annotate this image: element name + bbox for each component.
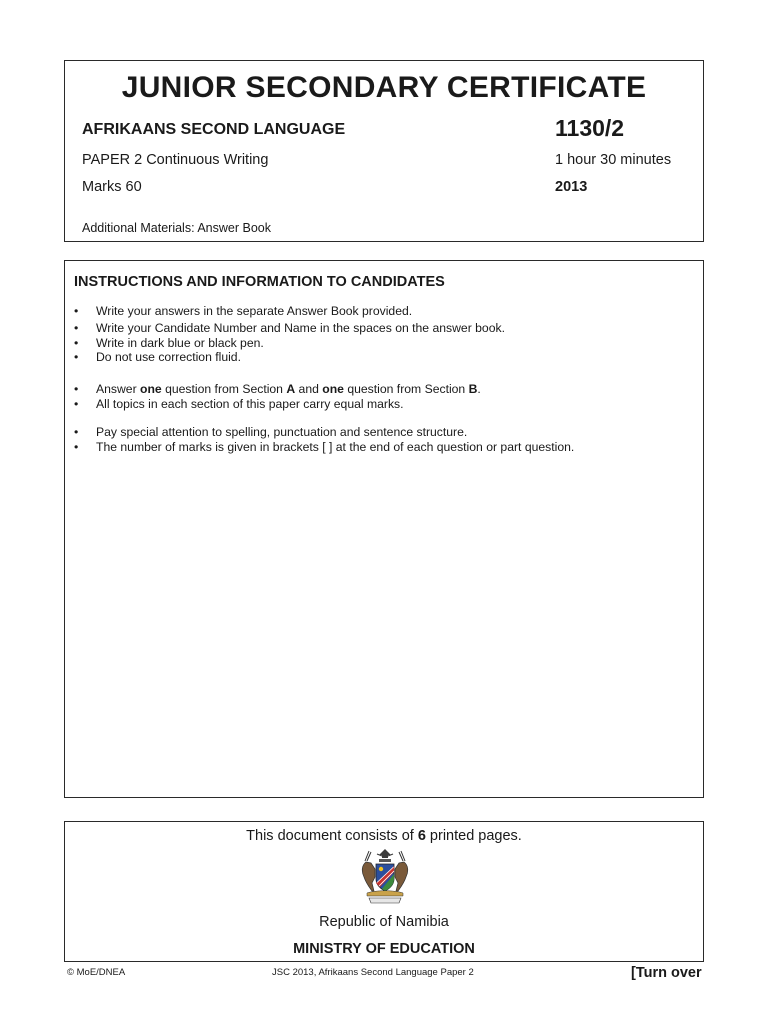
- exam-duration: 1 hour 30 minutes: [555, 152, 672, 168]
- list-item: • Do not use correction fluid.: [74, 350, 241, 365]
- bullet: •: [74, 382, 79, 396]
- paper-description: PAPER 2 Continuous Writing: [82, 152, 269, 168]
- bullet: •: [74, 425, 79, 439]
- list-item: • Write your answers in the separate Answer Book provided.: [74, 304, 413, 318]
- instructions-box: [64, 260, 704, 798]
- country-name: Republic of Namibia: [319, 914, 449, 930]
- document-footer-title: JSC 2013, Afrikaans Second Language Paper 2: [272, 967, 474, 978]
- instruction-group-sections: [74, 382, 693, 411]
- bullet: •: [74, 321, 79, 336]
- subject-name: AFRIKAANS SECOND LANGUAGE: [82, 121, 346, 138]
- list-item: • All topics in each section of this paper carry equal marks.: [74, 396, 404, 411]
- instruction-group-marking: [74, 425, 693, 454]
- bullet: •: [74, 335, 79, 350]
- bullet: •: [74, 350, 79, 365]
- paper-code: 1130/2: [555, 115, 625, 141]
- exam-year: 2013: [555, 179, 588, 195]
- page-count-statement: This document consists of 6 printed pages.: [246, 828, 522, 844]
- bullet: •: [74, 439, 79, 454]
- instruction-group-general: [74, 304, 693, 365]
- list-item: • Answer one question from Section A and one question from Section B.: [74, 382, 481, 396]
- header-box: [64, 60, 704, 242]
- list-item: • Write in dark blue or black pen.: [74, 335, 264, 350]
- instructions-heading: INSTRUCTIONS AND INFORMATION TO CANDIDATES: [74, 274, 445, 290]
- copyright-notice: © MoE/DNEA: [67, 967, 126, 978]
- turn-over-label: [Turn over: [631, 965, 702, 981]
- list-item: • Write your Candidate Number and Name in the spaces on the answer book.: [74, 321, 505, 336]
- bullet: •: [74, 304, 79, 318]
- bullet: •: [74, 396, 79, 411]
- list-item: • Pay special attention to spelling, punctuation and sentence structure.: [74, 425, 468, 439]
- publication-box: [64, 821, 704, 962]
- namibia-coat-of-arms-icon: [355, 847, 415, 905]
- additional-materials: Additional Materials: Answer Book: [82, 221, 271, 235]
- total-marks: Marks 60: [82, 179, 142, 195]
- list-item: • The number of marks is given in brackets [ ] at the end of each question or part question.: [74, 439, 575, 454]
- ministry-name: MINISTRY OF EDUCATION: [293, 941, 475, 957]
- certificate-title: JUNIOR SECONDARY CERTIFICATE: [121, 71, 647, 104]
